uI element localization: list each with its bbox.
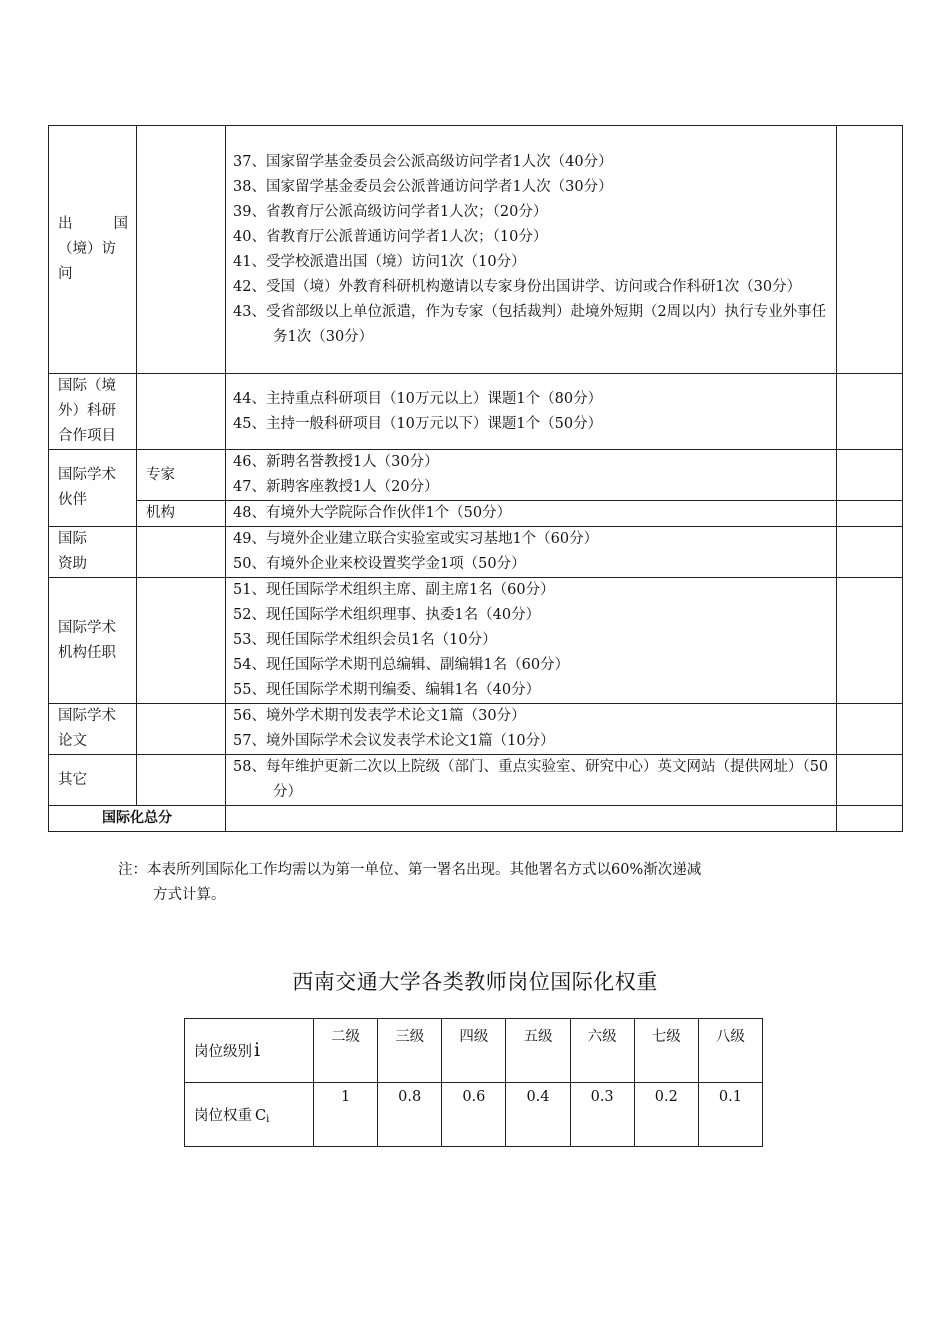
table-row	[49, 527, 903, 578]
items-cell	[226, 450, 837, 501]
level-cell: 七级	[634, 1019, 698, 1083]
scoring-item: 47、新聘客座教授1人（20分）	[233, 479, 439, 495]
weight-value-cell: 1	[314, 1083, 378, 1147]
scoring-item: 41、受学校派遣出国（境）访问1次（10分）	[233, 253, 526, 270]
scoring-item: 54、现任国际学术期刊总编辑、副编辑1名（60分）	[233, 657, 570, 673]
items-cell	[226, 527, 837, 578]
level-cell: 五级	[506, 1019, 570, 1083]
category-line: 国际	[58, 531, 87, 547]
category-line: 国际（境	[58, 378, 116, 394]
items-cell	[226, 374, 837, 450]
table-row	[49, 755, 903, 806]
level-header: 岗位级别 i	[185, 1019, 314, 1083]
scoring-item: 45、主持一般科研项目（10万元以下）课题1个（50分）	[233, 415, 603, 432]
category-line: 其它	[58, 771, 87, 788]
level-cell: 二级	[314, 1019, 378, 1083]
score-cell	[837, 704, 903, 755]
weights-table	[184, 1018, 763, 1147]
score-cell	[837, 374, 903, 450]
level-cell: 六级	[570, 1019, 634, 1083]
score-cell	[837, 450, 903, 501]
category-cell	[49, 374, 137, 450]
items-cell	[226, 126, 837, 374]
weight-value-cell: 0.8	[378, 1083, 442, 1147]
scoring-item: 43、受省部级以上单位派遣，作为专家（包括裁判）赴境外短期（2周以内）执行专业外事任务1次（30分）	[233, 303, 827, 345]
category-line: 外）科研	[58, 403, 116, 419]
scoring-table	[48, 125, 903, 832]
weight-value-cell: 0.1	[698, 1083, 762, 1147]
level-cell: 四级	[442, 1019, 506, 1083]
total-score-cell	[837, 806, 903, 832]
scoring-item: 46、新聘名誉教授1人（30分）	[233, 454, 439, 470]
subcategory-cell	[137, 704, 226, 755]
category-line: 国际学术	[58, 708, 116, 724]
subcategory-cell: 机构	[137, 501, 226, 527]
table-note	[118, 858, 808, 908]
weight-header: 岗位权重 $C_i$	[185, 1083, 314, 1147]
category-line: 论文	[58, 733, 87, 749]
score-cell	[837, 755, 903, 806]
weights-level-row	[185, 1019, 763, 1083]
items-cell	[226, 578, 837, 704]
subcategory-cell	[137, 126, 226, 374]
category-line: （境）访	[58, 241, 116, 257]
scoring-item: 44、主持重点科研项目（10万元以上）课题1个（80分）	[233, 390, 603, 407]
subcategory-cell	[137, 374, 226, 450]
scoring-item: 52、现任国际学术组织理事、执委1名（40分）	[233, 607, 541, 623]
category-cell	[49, 126, 137, 374]
category-line: 机构任职	[58, 644, 116, 661]
total-label: 国际化总分	[49, 806, 226, 832]
category-cell	[49, 704, 137, 755]
note-line-1: 注：本表所列国际化工作均需以为第一单位、第一署名出现。其他署名方式以60%渐次递减	[118, 862, 702, 878]
weight-value-cell: 0.3	[570, 1083, 634, 1147]
score-cell	[837, 527, 903, 578]
weights-value-row	[185, 1083, 763, 1147]
level-cell: 三级	[378, 1019, 442, 1083]
category-line: 国	[113, 216, 128, 232]
table-row	[49, 126, 903, 374]
table-row	[49, 450, 903, 501]
scoring-item: 38、国家留学基金委员会公派普通访问学者1人次（30分）	[233, 178, 613, 195]
weight-value-cell: 0.6	[442, 1083, 506, 1147]
category-line: 国际学术	[58, 619, 116, 636]
scoring-item: 42、受国（境）外教育科研机构邀请以专家身份出国讲学、访问或合作科研1次（30分）	[233, 278, 802, 295]
category-line: 资助	[58, 556, 87, 572]
scoring-item: 39、省教育厅公派高级访问学者1人次；（20分）	[233, 203, 548, 220]
total-row	[49, 806, 903, 832]
items-cell	[226, 501, 837, 527]
category-cell	[49, 755, 137, 806]
scoring-item: 37、国家留学基金委员会公派高级访问学者1人次（40分）	[233, 153, 613, 170]
scoring-item: 55、现任国际学术期刊编委、编辑1名（40分）	[233, 682, 541, 698]
category-line: 合作项目	[58, 428, 116, 444]
category-line: 出	[58, 216, 73, 232]
weight-value-cell: 0.4	[506, 1083, 570, 1147]
category-cell	[49, 527, 137, 578]
subcategory-cell	[137, 578, 226, 704]
scoring-item: 56、境外学术期刊发表学术论文1篇（30分）	[233, 708, 526, 724]
subcategory-cell	[137, 527, 226, 578]
scoring-item: 53、现任国际学术组织会员1名（10分）	[233, 632, 497, 648]
weights-title: 西南交通大学各类教师岗位国际化权重	[292, 970, 658, 994]
weight-value-cell: 0.2	[634, 1083, 698, 1147]
category-cell	[49, 578, 137, 704]
table-row	[49, 501, 903, 527]
category-cell	[49, 450, 137, 527]
scoring-item: 57、境外国际学术会议发表学术论文1篇（10分）	[233, 733, 555, 749]
level-cell: 八级	[698, 1019, 762, 1083]
scoring-item: 58、每年维护更新二次以上院级（部门、重点实验室、研究中心）英文网站（提供网址）（50分）	[233, 759, 829, 800]
total-value-cell	[226, 806, 837, 832]
subcategory-cell	[137, 755, 226, 806]
table-row	[49, 374, 903, 450]
items-cell	[226, 704, 837, 755]
scoring-item: 49、与境外企业建立联合实验室或实习基地1个（60分）	[233, 531, 599, 547]
table-row	[49, 704, 903, 755]
table-row	[49, 578, 903, 704]
category-line: 伙伴	[58, 492, 87, 508]
score-cell	[837, 578, 903, 704]
score-cell	[837, 501, 903, 527]
score-cell	[837, 126, 903, 374]
subcategory-cell: 专家	[137, 450, 226, 501]
scoring-item: 40、省教育厅公派普通访问学者1人次；（10分）	[233, 228, 548, 245]
category-line: 国际学术	[58, 467, 116, 483]
note-line-2: 方式计算。	[153, 887, 226, 903]
category-line: 问	[58, 266, 73, 282]
scoring-item: 51、现任国际学术组织主席、副主席1名（60分）	[233, 582, 555, 598]
scoring-item: 50、有境外企业来校设置奖学金1项（50分）	[233, 556, 526, 572]
items-cell	[226, 755, 837, 806]
scoring-item: 48、有境外大学院际合作伙伴1个（50分）	[233, 505, 512, 521]
